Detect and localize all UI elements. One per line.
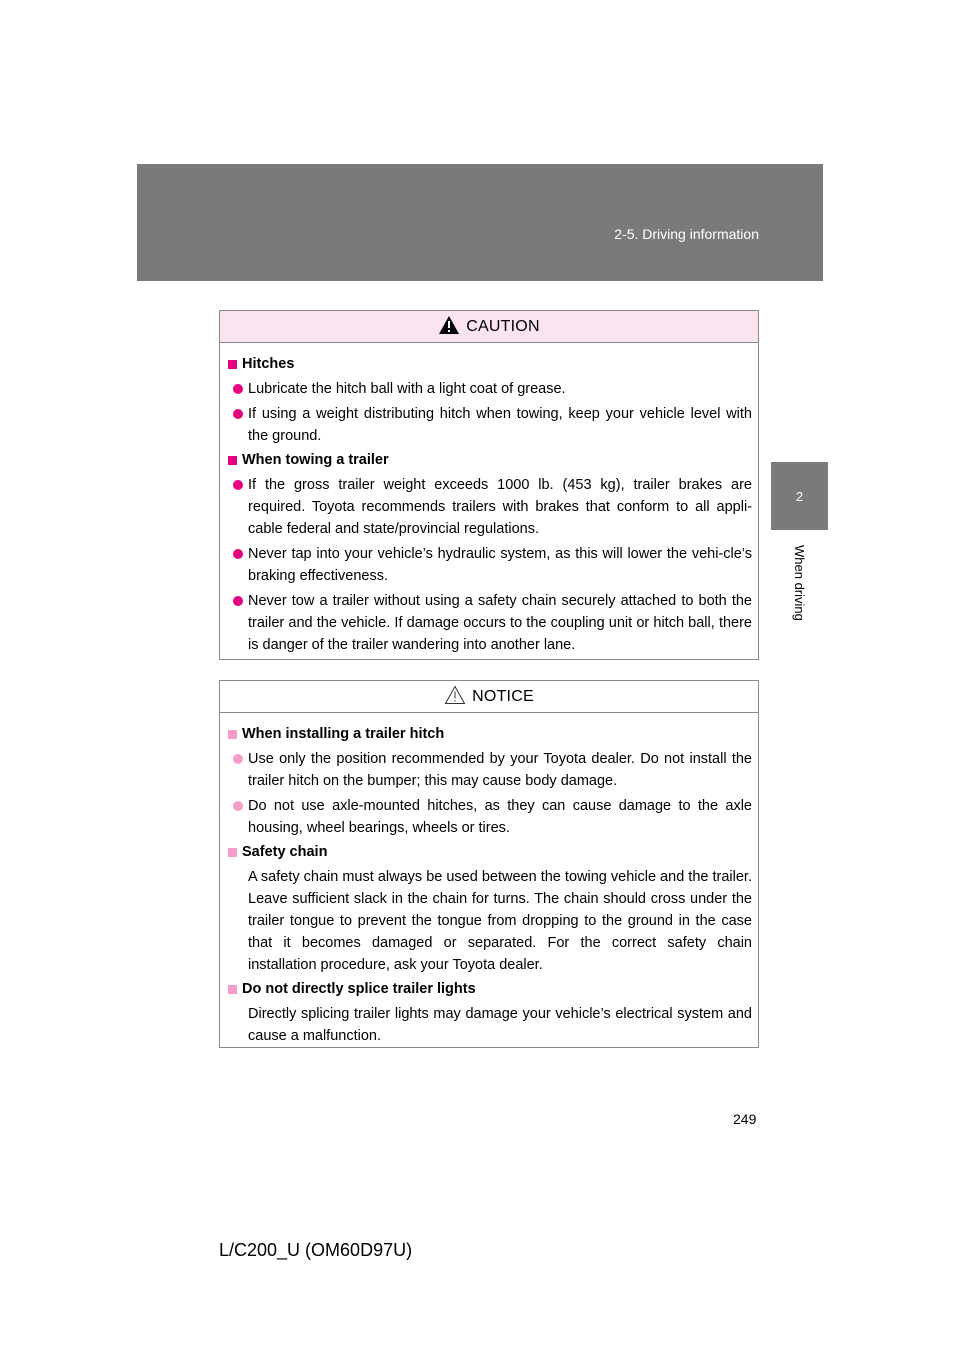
round-bullet-icon [233,480,243,490]
notice-header [220,681,758,713]
round-bullet-icon [233,549,243,559]
list-item: Never tap into your vehicle’s hydraulic system, as this will lower the vehi-cle’s braking effectiveness. [228,543,752,587]
caution-box [219,310,759,660]
warning-triangle-outline-icon [444,685,466,705]
square-bullet-icon [228,985,237,994]
list-item: If the gross trailer weight exceeds 1000 lb. (453 kg), trailer brakes are required. Toyota recommends trailers with brakes that conform to all appli-cable federal and state/provincial regulations. [228,474,752,540]
section-heading: Hitches [228,353,752,375]
square-bullet-icon [228,848,237,857]
list-item: Never tow a trailer without using a safety chain securely attached to both the trailer and the vehicle. If damage occurs to the coupling unit or hitch ball, there is danger of the trailer wandering into another lane. [228,590,752,656]
section-heading: When installing a trailer hitch [228,723,752,745]
list-item: Use only the position recommended by your Toyota dealer. Do not install the trailer hitch on the bumper; this may cause body damage. [228,748,752,792]
round-bullet-icon [233,409,243,419]
square-bullet-icon [228,730,237,739]
chapter-label: When driving [792,545,807,621]
round-bullet-icon [233,801,243,811]
list-item: If using a weight distributing hitch when towing, keep your vehicle level with the ground. [228,403,752,447]
document-code: L/C200_U (OM60D97U) [219,1240,413,1260]
notice-box [219,680,759,1048]
square-bullet-icon [228,456,237,465]
list-item: Lubricate the hitch ball with a light coat of grease. [228,378,752,400]
list-item: Do not use axle-mounted hitches, as they can cause damage to the axle housing, wheel bearings, wheels or tires. [228,795,752,839]
section-label: 2-5. Driving information [614,226,759,242]
caution-title: CAUTION [466,317,540,335]
round-bullet-icon [233,754,243,764]
header-band [137,164,823,281]
round-bullet-icon [233,384,243,394]
chapter-number: 2 [795,488,804,504]
paragraph: A safety chain must always be used between the towing vehicle and the trailer. Leave sufficient slack in the chain for turns. The chain should cross under the trailer tongue to prevent the tongue from dropping to the ground in the case that it becomes damaged or separated. For the correct safety chain installation procedure, ask your Toyota dealer. [248,869,752,973]
notice-title: NOTICE [472,687,534,705]
page-number: 249 [733,1111,757,1127]
caution-header [220,311,758,343]
square-bullet-icon [228,360,237,369]
section-heading: When towing a trailer [228,449,752,471]
section-heading: Do not directly splice trailer lights [228,978,752,1000]
round-bullet-icon [233,596,243,606]
chapter-tab [771,462,828,530]
warning-triangle-filled-icon [438,315,460,335]
section-heading: Safety chain [228,841,752,863]
paragraph: Directly splicing trailer lights may damage your vehicle’s electrical system and cause a malfunction. [248,1006,752,1044]
